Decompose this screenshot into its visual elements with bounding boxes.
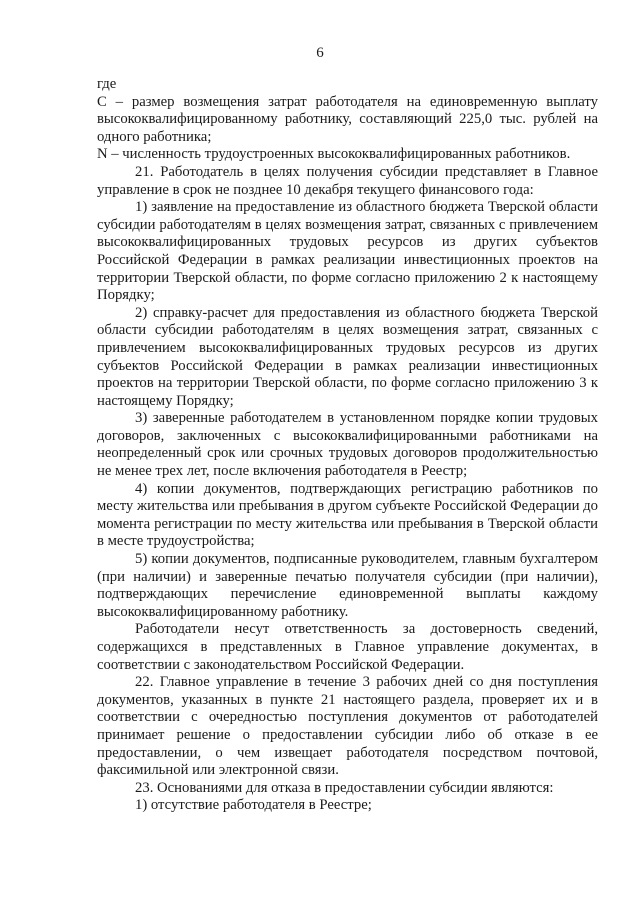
page-number: 6: [316, 45, 324, 61]
paragraph-clause-22: 22. Главное управление в течение 3 рабочих дней со дня поступления документов, указанных в пункте 21 настоящего раздела, проверяет их и в соответствии с очередностью поступления документов от работодателей принимает решение о предоставлении субсидии либо об отказе в ее предоставлении, о чем извещает работодателя посредством почтовой, факсимильной или электронной связи.: [97, 674, 598, 779]
paragraph-where: где: [97, 76, 117, 92]
paragraph-item-5-payment-docs: 5) копии документов, подписанные руководителем, главным бухгалтером (при наличии) и заверенные печатью получателя субсидии (при наличии), подтверждающих перечисление единовременной выплаты каждому высококвалифицированному работнику.: [97, 551, 598, 620]
paragraph-item-3-contracts: 3) заверенные работодателем в установленном порядке копии трудовых договоров, заключенных с высококвалифицированными работниками на неопределенный срок или срочных трудовых договоров продолжительностью не менее трех лет, после включения работодателя в Реестр;: [97, 410, 598, 480]
paragraph-item-1-application: 1) заявление на предоставление из областного бюджета Тверской области субсидии работодателям в целях возмещения затрат, связанных с привлечением высококвалифицированных трудовых ресурсов из других субъектов Российской Федерации в рамках реализации инвестиционных проектов на территории Тверской области, по форме согласно приложению 2 к настоящему Порядку;: [97, 199, 598, 304]
paragraph-clause-21: 21. Работодатель в целях получения субсидии представляет в Главное управление в срок не позднее 10 декабря текущего финансового года:: [97, 163, 598, 198]
paragraph-refusal-item-1: 1) отсутствие работодателя в Реестре;: [135, 797, 372, 814]
paragraph-item-2-calculation: 2) справку-расчет для предоставления из областного бюджета Тверской области субсидии работодателям в целях возмещения затрат, связанных с привлечением высококвалифицированных трудовых ресурсов из других субъектов Российской Федерации в рамках реализации инвестиционных проектов на территории Тверской области, по форме согласно приложению 3 к настоящему Порядку;: [97, 304, 598, 409]
paragraph-definition-c: С – размер возмещения затрат работодателя на единовременную выплату высококвалифицированному работнику, составляющий 225,0 тыс. рублей на одного работника;: [97, 93, 598, 145]
paragraph-responsibility: Работодатели несут ответственность за достоверность сведений, содержащихся в представленных в Главное управление документах, в соответствии с законодательством Российской Федерации.: [97, 621, 598, 673]
paragraph-clause-23: 23. Основаниями для отказа в предоставлении субсидии являются:: [135, 779, 554, 796]
paragraph-definition-n: N – численность трудоустроенных высококвалифицированных работников.: [97, 146, 571, 163]
document-body: [97, 76, 598, 815]
paragraph-item-4-registration: 4) копии документов, подтверждающих регистрацию работников по месту жительства или пребывания в другом субъекте Российской Федерации до момента регистрации по месту жительства или пребывания в Тверской области в месте трудоустройства;: [97, 480, 598, 550]
